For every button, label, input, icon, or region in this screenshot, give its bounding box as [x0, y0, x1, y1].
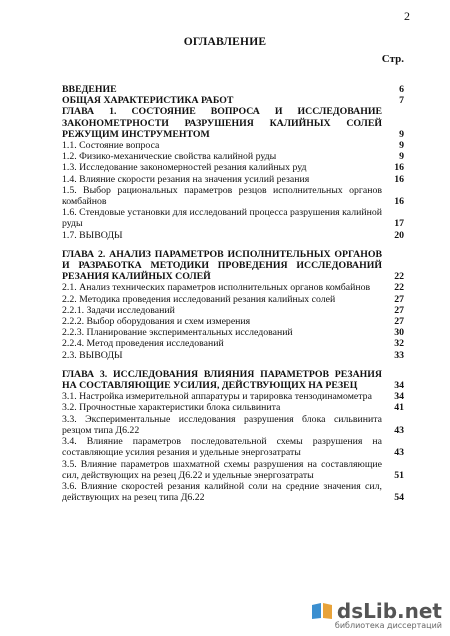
toc-entry [62, 305, 404, 316]
toc-entry-title: 3.3. Экспериментальные исследования разрушения блока сильвинита резцом типа Д6.22 [62, 413, 382, 436]
toc-entry-title: 3.2. Прочностные характеристики блока сильвинита [62, 402, 281, 414]
toc-entry [62, 151, 404, 162]
toc-entry-title: ГЛАВА 1. СОСТОЯНИЕ ВОПРОСА И ИССЛЕДОВАНИЕ ЗАКОНОМЕТРНОСТИ РАЗРУШЕНИЯ КАЛИЙНЫХ СОЛЕЙ РЕЖУЩИМ ИНСТРУМЕНТОМ [62, 106, 382, 140]
toc-entry [62, 207, 404, 229]
toc-entry-page: 9 [399, 140, 404, 152]
toc-entry [62, 294, 404, 305]
toc-entry [62, 282, 404, 293]
table-of-contents [62, 84, 404, 503]
toc-entry [62, 230, 404, 241]
toc-entry [62, 481, 404, 503]
toc-entry-page: 33 [394, 349, 404, 361]
toc-entry [62, 459, 404, 481]
toc-entry-page: 27 [394, 316, 404, 328]
toc-entry [62, 162, 404, 173]
watermark-brand: dsLib.net [336, 599, 442, 623]
toc-entry-page: 16 [394, 173, 404, 185]
toc-entry-title: 2.2.4. Метод проведения исследований [62, 338, 224, 350]
toc-entry-title: 2.2.3. Планирование экспериментальных исследований [62, 327, 293, 339]
toc-title: ОГЛАВЛЕНИЕ [183, 36, 267, 48]
toc-entry-page: 6 [399, 84, 404, 95]
toc-entry-page: 16 [394, 162, 404, 174]
toc-entry [62, 369, 404, 391]
toc-entry-title: ГЛАВА 3. ИССЛЕДОВАНИЯ ВЛИЯНИЯ ПАРАМЕТРОВ РЕЗАНИЯ НА СОСТАВЛЯЮЩИЕ УСИЛИЯ, ДЕЙСТВУЮЩИХ НА РЕЗЕЦ [62, 368, 382, 392]
watermark[interactable] [311, 601, 442, 630]
toc-entry-page: 27 [394, 304, 404, 316]
toc-entry-title: ОБЩАЯ ХАРАКТЕРИСТИКА РАБОТ [62, 95, 234, 107]
toc-entry-title: 1.4. Влияние скорости резания на значения усилий резания [62, 173, 310, 185]
toc-entry-title: 3.6. Влияние скоростей резания калийной соли на средние значения сил, действующих на резец типа Д6.22 [62, 480, 382, 504]
toc-entry-title: 1.3. Исследование закономерностей резания калийных руд [62, 162, 307, 174]
toc-entry [62, 391, 404, 402]
toc-entry-page: 27 [394, 293, 404, 305]
toc-entry [62, 414, 404, 436]
toc-entry-title: 1.5. Выбор рациональных параметров резцов исполнительных органов комбайнов [62, 184, 382, 208]
toc-entry [62, 84, 404, 95]
toc-entry-title: 1.1. Состояние вопроса [62, 140, 160, 152]
toc-entry-page: 51 [394, 469, 404, 481]
toc-entry-page: 20 [394, 229, 404, 241]
toc-entry [62, 106, 404, 140]
toc-entry-page: 7 [399, 95, 404, 107]
watermark-logo[interactable] [311, 601, 442, 621]
toc-entry-title: 3.5. Влияние параметров шахматной схемы разрушения на составляющие сил, действующих на резец Д6.22 и удельные энергозатраты [62, 458, 382, 481]
toc-entry-title: 2.2.1. Задачи исследований [62, 304, 175, 316]
watermark-tagline: библиотека диссертаций [334, 621, 442, 630]
toc-entry-title: 1.6. Стендовые установки для исследований процесса разрушения калийной руды [62, 207, 382, 230]
toc-entry-page: 43 [394, 447, 404, 459]
toc-entry-title: 1.2. Физико-механические свойства калийной руды [62, 151, 277, 163]
toc-entry-title: ГЛАВА 2. АНАЛИЗ ПАРАМЕТРОВ ИСПОЛНИТЕЛЬНЫХ ОРГАНОВ И РАЗРАБОТКА МЕТОДИКИ ПРОВЕДЕНИЯ ИССЛЕДОВАНИЙ РЕЗАНИЯ КАЛИЙНЫХ СОЛЕЙ [62, 248, 382, 283]
toc-entry-page: 32 [394, 338, 404, 350]
toc-entry [62, 185, 404, 207]
toc-entry-page: 17 [394, 218, 404, 230]
toc-entry [62, 338, 404, 349]
toc-entry [62, 402, 404, 413]
toc-entry-page: 54 [394, 492, 404, 504]
toc-entry-page: 22 [394, 282, 404, 294]
toc-entry [62, 249, 404, 283]
toc-entry [62, 95, 404, 106]
toc-entry-title: 2.1. Анализ технических параметров исполнительных органов комбайнов [62, 282, 371, 294]
toc-entry [62, 436, 404, 458]
toc-entry-page: 43 [394, 424, 404, 436]
toc-entry-title: 2.3. ВЫВОДЫ [62, 349, 123, 361]
toc-entry-page: 34 [394, 391, 404, 403]
toc-entry-page: 30 [394, 327, 404, 339]
toc-entry-page: 22 [394, 271, 404, 283]
toc-entry-page: 9 [399, 128, 404, 140]
toc-entry-title: 1.7. ВЫВОДЫ [62, 229, 123, 241]
toc-entry [62, 327, 404, 338]
toc-entry [62, 140, 404, 151]
toc-entry [62, 174, 404, 185]
toc-entry-page: 41 [394, 402, 404, 414]
toc-entry [62, 350, 404, 361]
toc-entry-page: 16 [394, 196, 404, 208]
toc-entry-page: 9 [399, 151, 404, 163]
toc-entry-title: 2.2.2. Выбор оборудования и схем измерения [62, 316, 251, 328]
page-column-label: Стр. [381, 53, 404, 65]
toc-entry-title: 3.4. Влияние параметров последовательной схемы разрушения на составляющие усилия резания и удельные энергозатраты [62, 436, 382, 459]
page-number: 2 [404, 9, 410, 23]
toc-entry-page: 34 [394, 380, 404, 392]
toc-entry [62, 316, 404, 327]
toc-entry-title: ВВЕДЕНИЕ [62, 84, 117, 95]
book-icon [311, 602, 333, 620]
toc-entry-title: 3.1. Настройка измерительной аппаратуры и тарировка тензодинамометра [62, 391, 372, 403]
toc-entry-title: 2.2. Методика проведения исследований резания калийных солей [62, 293, 336, 305]
